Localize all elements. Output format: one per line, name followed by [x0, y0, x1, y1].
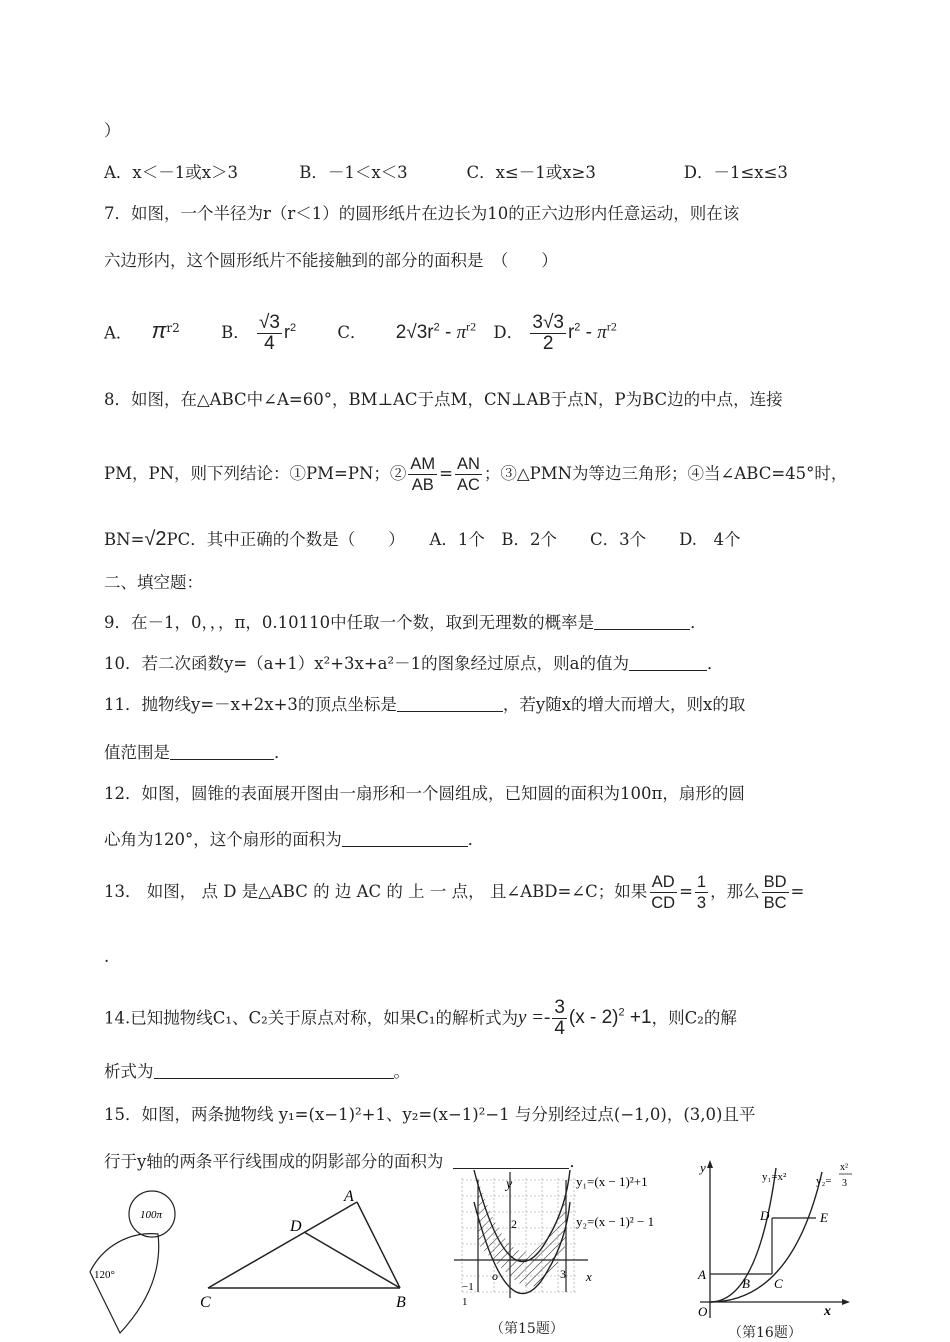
q15-line2: 行于y轴的两条平行线围成的阴影部分的面积为 ． [104, 1152, 586, 1171]
q7-option-c-label: C． [337, 323, 367, 343]
q6-paren: ） [104, 121, 121, 140]
q7-option-d-fraction: $\frac{3√3}{2}$ [532, 312, 564, 355]
q11-range-blank[interactable] [170, 743, 274, 760]
q14-line1: 14.已知抛物线C₁、C₂关于原点对称，如果C₁的解析式为y =- $\frac{3}{4}$ (x - 2)$^2$ +1，则C₂的解 [104, 996, 737, 1039]
point-b-label: B [742, 1276, 750, 1291]
q8-line2-text-a: PM，PN，则下列结论：①PM=PN；② [104, 464, 407, 483]
section-heading: 二、填空题： [104, 573, 203, 592]
central-angle-label: 120° [94, 1269, 115, 1281]
q7-option-b-label: B． [221, 323, 250, 343]
q13-fraction-ad-cd: $\frac{AD}{CD}$ [651, 873, 676, 912]
x-axis-label: x [586, 1269, 592, 1284]
circle-area-label: 100π [140, 1209, 163, 1221]
vertex-d-label: D [290, 1218, 302, 1235]
q6-option-d: D．－1≤x≤3 [683, 163, 788, 182]
figure-q16-parabolas [696, 1158, 856, 1320]
q12-line1: 12．如图，圆锥的表面展开图由一扇形和一个圆组成，已知圆的面积为100π，扇形的圆 [104, 784, 745, 803]
point-d-label: D [760, 1208, 770, 1223]
tick-one-label: 1 [462, 1296, 468, 1308]
q7-option-a-label: A． [104, 323, 133, 343]
q8-sqrt2: √2 [144, 528, 167, 550]
q8-line3 [104, 526, 741, 553]
tick-minus1-label: −1 [462, 1281, 474, 1293]
q11-line2: 值范围是 ． [104, 743, 291, 762]
q14-line2: 析式为 。 [104, 1062, 410, 1081]
q6-option-b: B．－1＜x＜3 [299, 163, 408, 182]
q8-line3-text-a: BN= [104, 530, 145, 549]
figure-q15-parabolas [448, 1168, 688, 1308]
point-a-label: A [698, 1267, 706, 1282]
q13-dot: . [104, 947, 110, 966]
q15-answer-blank[interactable] [453, 1152, 569, 1169]
q11-vertex-blank[interactable] [397, 695, 503, 712]
y-axis-label: y [506, 1177, 513, 1192]
q8-fraction-an-ac: $\frac{AN}{AC}$ [456, 455, 480, 494]
q8-line3-text-b: PC．其中正确的个数是（ ） A．1个 B．2个 C．3个 D. 4个 [166, 530, 741, 549]
vertex-a-label: A [344, 1188, 354, 1205]
tick-three-label: 3 [560, 1267, 566, 1281]
q8-fraction-am-ab: $\frac{AM}{AB}$ [410, 455, 436, 494]
q6-options [104, 162, 788, 184]
parabola-y2-label: y₂=(x − 1)² − 1 [576, 1214, 655, 1229]
q14-answer-blank[interactable] [154, 1062, 394, 1079]
q7-line1: 7．如图，一个半径为r（r＜1）的圆形纸片在边长为10的正六边形内任意运动，则在该 [104, 204, 740, 223]
vertex-b-label: B [396, 1294, 406, 1311]
q7-option-b-r2: $r^2$ [283, 322, 297, 343]
curve-y2-denominator: 3 [842, 1178, 847, 1189]
origin-label: O [698, 1304, 708, 1319]
q7-option-a-pi: π [151, 318, 167, 344]
q10-answer-blank[interactable] [629, 654, 707, 671]
origin-label: o [492, 1269, 498, 1283]
tick-two-label: 2 [511, 1217, 517, 1231]
q6-option-c: C．x≤－1或x≥3 [466, 163, 596, 182]
q13-fraction-one-third: $\frac{1}{3}$ [696, 873, 707, 912]
q7-option-b-fraction: $\frac{√3}{4}$ [258, 312, 280, 355]
figure-q15-caption: （第15题） [490, 1321, 564, 1337]
curve-y1-label: y₁=x² [762, 1171, 787, 1183]
curve-y2-numerator: x² [840, 1162, 848, 1173]
q7-options [104, 302, 617, 358]
q13: 13． 如图， 点 D 是△ABC 的 边 AC 的 上 一 点， 且∠ABD=∠C；如果 $\frac{AD}{CD}$ = $\frac{1}{3}$ ，那么 $\frac{BD}{BC}$ = [104, 873, 805, 912]
x-axis-label: x [824, 1304, 831, 1319]
q12-line2: 心角为120°，这个扇形的面积为 ． [104, 830, 485, 849]
q10: 10．若二次函数y=（a+1）x²+3x+a²－1的图象经过原点，则a的值为 ． [104, 654, 724, 673]
q13-fraction-bd-bc: $\frac{BD}{BC}$ [763, 873, 787, 912]
point-c-label: C [774, 1276, 783, 1291]
q7-option-d-expr: $r^2 - \pi^{r2}$ [567, 320, 617, 344]
q11-line1: 11．抛物线y=－x+2x+3的顶点坐标是 ，若y随x的增大而增大，则x的取 [104, 695, 746, 714]
y-axis-label: y [700, 1160, 706, 1175]
q9-answer-blank[interactable] [594, 613, 690, 630]
q15-line1: 15．如图，两条抛物线 y₁=(x−1)²+1、y₂=(x−1)²−1 与分别经过点(−1,0)，(3,0)且平 [104, 1105, 756, 1124]
figure-q16-caption: （第16题） [728, 1325, 802, 1341]
q8-line1: 8．如图，在△ABC中∠A=60°，BM⊥AC于点M，CN⊥AB于点N，P为BC边的中点，连接 [104, 390, 783, 409]
q12-answer-blank[interactable] [342, 830, 468, 847]
q14-formula: y =- $\frac{3}{4}$ (x - 2)$^2$ +1 [517, 996, 652, 1039]
q7-option-c-expr: $2√3r^2 - \pi^{r2}$ [395, 320, 477, 344]
figure-q12-cone-net [80, 1182, 190, 1337]
q7-option-d-label: D． [493, 323, 524, 343]
parabola-y1-label: y₁=(x − 1)²+1 [576, 1174, 648, 1189]
q8-line2 [104, 452, 847, 496]
q8-equals: = [439, 464, 453, 483]
q7-option-a-r2: r2 [166, 320, 180, 335]
vertex-c-label: C [200, 1294, 211, 1311]
figure-q13-triangle [196, 1184, 421, 1314]
q6-option-a: A．x＜－1或x＞3 [104, 163, 239, 182]
q8-line2-text-b: ；③△PMN为等边三角形；④当∠ABC=45°时， [483, 464, 848, 483]
q9: 9．在－1，0，，，π，0.10110中任取一个数，取到无理数的概率是 ． [104, 613, 707, 632]
curve-y2-label: y₂= [816, 1175, 832, 1187]
q7-line2: 六边形内，这个圆形纸片不能接触到的部分的面积是 （ ） [104, 251, 558, 270]
point-e-label: E [820, 1210, 828, 1225]
